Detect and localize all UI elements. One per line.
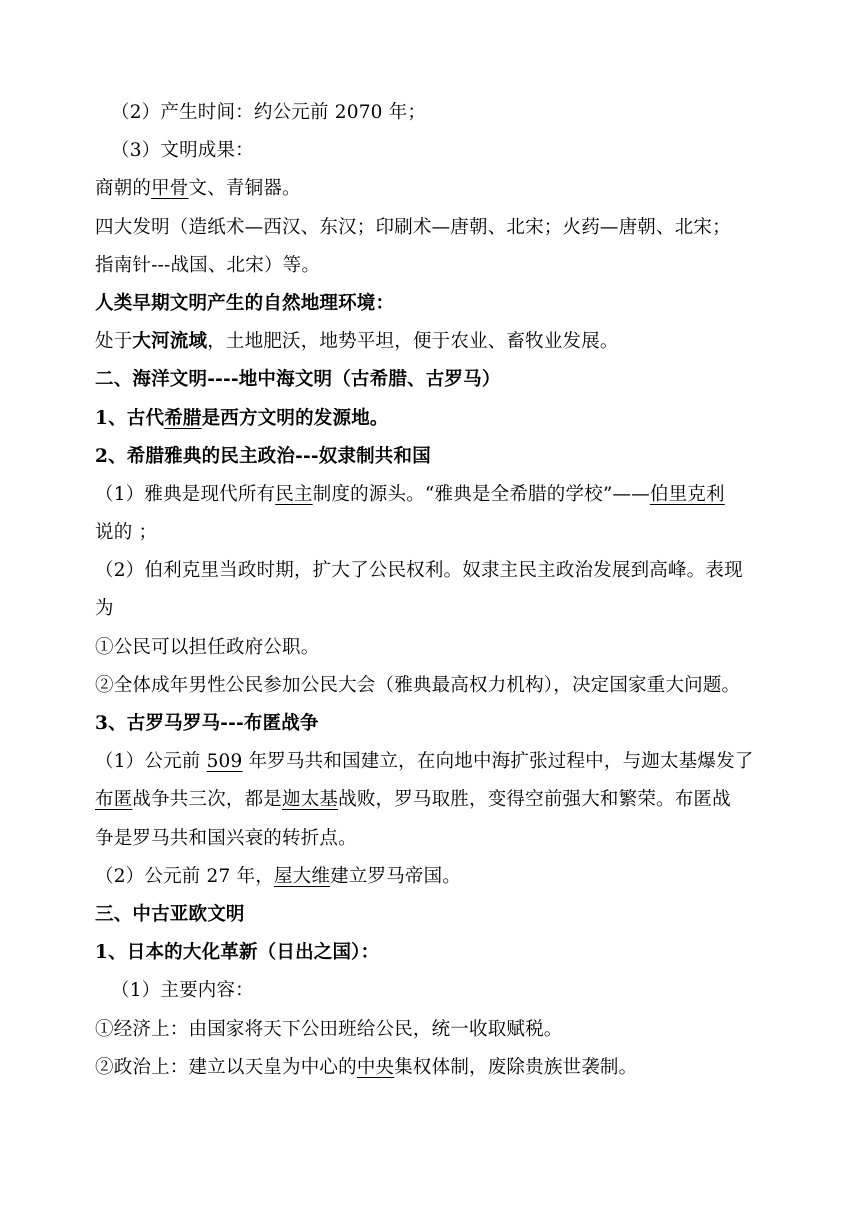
text-line: （3）文明成果： [111, 140, 254, 162]
text-line: 为 [95, 598, 114, 620]
underlined-term: 甲骨 [151, 178, 189, 200]
underlined-term: 民主 [275, 483, 313, 505]
text-line: ②全体成年男性公民参加公民大会（雅典最高权力机构），决定国家重大问题。 [95, 674, 741, 696]
document-page [0, 94, 860, 1087]
text-line: （2）产生时间：约公元前 2070 年； [111, 102, 427, 123]
text-line: ①经济上：由国家将天下公田班给公民，统一收取赋税。 [95, 1018, 563, 1040]
text-line: （2）公元前 27 年，屋大维建立罗马帝国。 [95, 865, 461, 887]
bold-term: 大河流域 [132, 331, 208, 353]
underlined-term: 迦太基 [282, 789, 339, 811]
text-line: 说的 ； [95, 522, 158, 544]
section-subheading: 3、古罗马罗马---布匿战争 [95, 713, 319, 734]
text-line: 四大发明（造纸术—西汉、东汉；印刷术—唐朝、北宋；火药—唐朝、北宋； [95, 216, 731, 238]
text-line: （1）公元前 509 年罗马共和国建立，在向地中海扩张过程中，与迦太基爆发了 [95, 751, 754, 773]
section-subheading: 1、日本的大化革新（日出之国）： [95, 942, 380, 964]
text-line: 处于大河流域，土地肥沃，地势平坦，便于农业、畜牧业发展。 [95, 331, 619, 353]
section-subheading: 人类早期文明产生的自然地理环境： [95, 292, 395, 314]
underlined-term: 布匿 [95, 789, 133, 811]
section-subheading: 2、希腊雅典的民主政治---奴隶制共和国 [95, 445, 431, 467]
text-line: 指南针---战国、北宋）等。 [95, 254, 321, 276]
text-line: （1）雅典是现代所有民主制度的源头。“雅典是全希腊的学校”——伯里克利 [95, 483, 725, 505]
text-line: 争是罗马共和国兴衰的转折点。 [95, 827, 357, 849]
underlined-term: 509 [206, 751, 243, 773]
text-line: ①公民可以担任政府公职。 [95, 636, 320, 658]
underlined-term: 中央 [356, 1056, 395, 1078]
underlined-term: 伯里克利 [649, 483, 725, 505]
text-line: 商朝的甲骨文、青铜器。 [95, 178, 301, 200]
section-subheading: 1、古代希腊是西方文明的发源地。 [95, 407, 389, 429]
underlined-term: 屋大维 [273, 865, 331, 887]
text-line: （1）主要内容： [111, 980, 254, 1002]
section-heading: 三、中古亚欧文明 [95, 903, 245, 925]
underlined-term: 希腊 [164, 407, 202, 429]
text-line: 布匿战争共三次，都是迦太基战败，罗马取胜，变得空前强大和繁荣。布匿战 [95, 789, 731, 811]
text-line: ②政治上：建立以天皇为中心的中央集权体制，废除贵族世袭制。 [95, 1056, 638, 1078]
section-heading: 二、海洋文明----地中海文明（古希腊、古罗马） [95, 369, 501, 391]
text-line: （2）伯利克里当政时期，扩大了公民权利。奴隶主民主政治发展到高峰。表现 [95, 560, 743, 582]
